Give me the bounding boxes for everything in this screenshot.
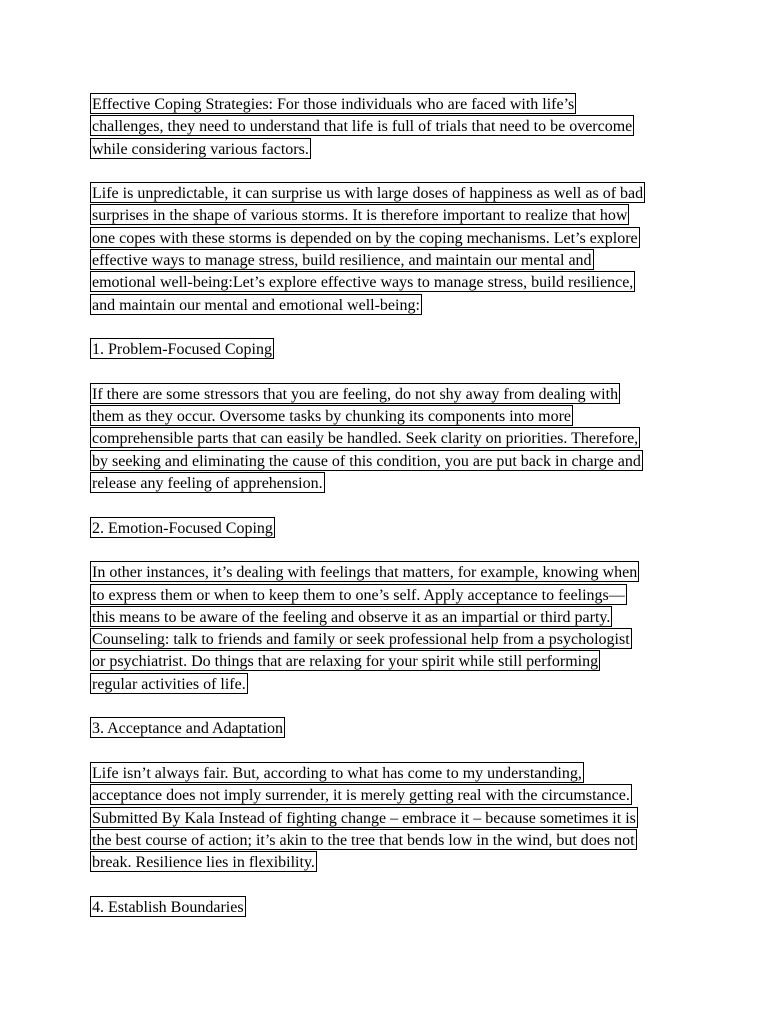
paragraph-gap xyxy=(90,361,690,383)
text-line: acceptance does not imply surrender, it is merely getting real with the circumstance. xyxy=(90,784,690,806)
text-line: Effective Coping Strategies: For those individuals who are faced with life’s xyxy=(90,93,690,115)
paragraph-gap xyxy=(90,740,690,762)
text-line: regular activities of life. xyxy=(90,673,690,695)
text-line: to express them or when to keep them to one’s self. Apply acceptance to feelings— xyxy=(90,584,690,606)
paragraph-gap xyxy=(90,539,690,561)
heading-line: 3. Acceptance and Adaptation xyxy=(90,717,690,739)
text-line: emotional well-being:Let’s explore effective ways to manage stress, build resilience, xyxy=(90,271,690,293)
text-line: Life isn’t always fair. But, according to what has come to my understanding, xyxy=(90,762,690,784)
text-line: them as they occur. Oversome tasks by chunking its components into more xyxy=(90,405,690,427)
text-line: or psychiatrist. Do things that are relaxing for your spirit while still performing xyxy=(90,650,690,672)
heading-line: 2. Emotion-Focused Coping xyxy=(90,517,690,539)
text-line: Life is unpredictable, it can surprise us with large doses of happiness as well as of bad xyxy=(90,182,690,204)
text-line: by seeking and eliminating the cause of this condition, you are put back in charge and xyxy=(90,450,690,472)
section-heading-boundaries xyxy=(90,896,690,918)
text-line: one copes with these storms is depended on by the coping mechanisms. Let’s explore xyxy=(90,227,690,249)
text-line: effective ways to manage stress, build resilience, and maintain our mental and xyxy=(90,249,690,271)
text-line: Counseling: talk to friends and family or seek professional help from a psychologist xyxy=(90,628,690,650)
paragraph-gap xyxy=(90,873,690,895)
text-line: and maintain our mental and emotional well-being: xyxy=(90,294,690,316)
paragraph-gap xyxy=(90,160,690,182)
text-line: comprehensible parts that can easily be handled. Seek clarity on priorities. Therefore, xyxy=(90,427,690,449)
section-heading-problem-focused xyxy=(90,338,690,360)
text-line: challenges, they need to understand that life is full of trials that need to be overcome xyxy=(90,115,690,137)
text-line: this means to be aware of the feeling and observe it as an impartial or third party. xyxy=(90,606,690,628)
paragraph-intro xyxy=(90,93,690,160)
document-page xyxy=(90,93,690,918)
section-heading-acceptance xyxy=(90,717,690,739)
text-line: Submitted By Kala Instead of fighting change – embrace it – because sometimes it is xyxy=(90,807,690,829)
text-line: while considering various factors. xyxy=(90,138,690,160)
paragraph-context xyxy=(90,182,690,316)
paragraph-gap xyxy=(90,316,690,338)
paragraph-gap xyxy=(90,695,690,717)
text-line: In other instances, it’s dealing with feelings that matters, for example, knowing when xyxy=(90,561,690,583)
text-line: surprises in the shape of various storms. It is therefore important to realize that how xyxy=(90,204,690,226)
paragraph-acceptance xyxy=(90,762,690,873)
text-line: break. Resilience lies in flexibility. xyxy=(90,851,690,873)
text-line: If there are some stressors that you are feeling, do not shy away from dealing with xyxy=(90,383,690,405)
heading-line: 4. Establish Boundaries xyxy=(90,896,690,918)
heading-line: 1. Problem-Focused Coping xyxy=(90,338,690,360)
text-line: the best course of action; it’s akin to the tree that bends low in the wind, but does not xyxy=(90,829,690,851)
paragraph-problem-focused xyxy=(90,383,690,494)
paragraph-emotion-focused xyxy=(90,561,690,695)
text-line: release any feeling of apprehension. xyxy=(90,472,690,494)
section-heading-emotion-focused xyxy=(90,517,690,539)
paragraph-gap xyxy=(90,494,690,516)
